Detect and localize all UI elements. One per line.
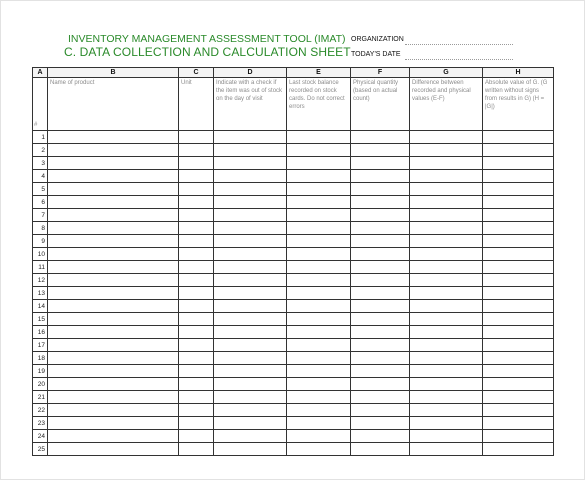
column-letter-b[interactable]: B: [48, 68, 179, 78]
row-number: 13: [33, 287, 48, 300]
column-letter-a[interactable]: A: [33, 68, 48, 78]
cell-f[interactable]: [351, 326, 410, 339]
data-collection-table: [32, 67, 554, 456]
table-row: [33, 300, 554, 313]
cell-g[interactable]: [410, 339, 483, 352]
cell-h[interactable]: [483, 430, 554, 443]
cell-h[interactable]: [483, 261, 554, 274]
cell-f[interactable]: [351, 183, 410, 196]
organization-field[interactable]: [405, 44, 513, 45]
cell-d[interactable]: [214, 443, 287, 456]
row-number: 25: [33, 443, 48, 456]
table-row: [33, 313, 554, 326]
cell-h[interactable]: [483, 300, 554, 313]
cell-e[interactable]: [287, 196, 351, 209]
cell-d[interactable]: [214, 261, 287, 274]
table-row: [33, 378, 554, 391]
row-number: 16: [33, 326, 48, 339]
cell-c[interactable]: [179, 352, 214, 365]
cell-e[interactable]: [287, 274, 351, 287]
table-row: [33, 170, 554, 183]
row-number: 18: [33, 352, 48, 365]
column-letter-e[interactable]: E: [287, 68, 351, 78]
cell-h[interactable]: [483, 404, 554, 417]
table-row: [33, 352, 554, 365]
cell-f[interactable]: [351, 430, 410, 443]
row-number: 24: [33, 430, 48, 443]
cell-b[interactable]: [48, 144, 179, 157]
sheet-title: C. DATA COLLECTION AND CALCULATION SHEET: [64, 45, 351, 59]
table-row: [33, 222, 554, 235]
cell-d[interactable]: [214, 196, 287, 209]
cell-g[interactable]: [410, 261, 483, 274]
cell-b[interactable]: [48, 222, 179, 235]
table-row: [33, 183, 554, 196]
row-number: 7: [33, 209, 48, 222]
desc-f: Physical quantity (based on actual count): [351, 78, 410, 131]
table-row: [33, 144, 554, 157]
table-row: [33, 339, 554, 352]
table-row: [33, 131, 554, 144]
desc-h: Absolute value of G. (G written without signs from results in G) (H = |G|): [483, 78, 554, 131]
cell-c[interactable]: [179, 404, 214, 417]
cell-d[interactable]: [214, 209, 287, 222]
cell-g[interactable]: [410, 443, 483, 456]
cell-h[interactable]: [483, 339, 554, 352]
row-number: 20: [33, 378, 48, 391]
cell-f[interactable]: [351, 443, 410, 456]
column-letter-f[interactable]: F: [351, 68, 410, 78]
cell-c[interactable]: [179, 222, 214, 235]
cell-b[interactable]: [48, 430, 179, 443]
cell-f[interactable]: [351, 404, 410, 417]
cell-e[interactable]: [287, 222, 351, 235]
cell-g[interactable]: [410, 391, 483, 404]
cell-f[interactable]: [351, 144, 410, 157]
row-number: 11: [33, 261, 48, 274]
organization-label: ORGANIZATION: [351, 36, 404, 43]
cell-g[interactable]: [410, 404, 483, 417]
cell-c[interactable]: [179, 378, 214, 391]
row-number: 14: [33, 300, 48, 313]
cell-d[interactable]: [214, 430, 287, 443]
cell-b[interactable]: [48, 378, 179, 391]
cell-c[interactable]: [179, 300, 214, 313]
column-letter-row: [33, 68, 554, 78]
cell-d[interactable]: [214, 313, 287, 326]
cell-b[interactable]: [48, 196, 179, 209]
table-row: [33, 209, 554, 222]
cell-b[interactable]: [48, 352, 179, 365]
cell-h[interactable]: [483, 248, 554, 261]
cell-g[interactable]: [410, 196, 483, 209]
cell-g[interactable]: [410, 131, 483, 144]
cell-d[interactable]: [214, 326, 287, 339]
cell-c[interactable]: [179, 157, 214, 170]
row-number: 2: [33, 144, 48, 157]
cell-b[interactable]: [48, 274, 179, 287]
cell-f[interactable]: [351, 274, 410, 287]
cell-g[interactable]: [410, 248, 483, 261]
row-number: 8: [33, 222, 48, 235]
row-number: 22: [33, 404, 48, 417]
table-row: [33, 326, 554, 339]
cell-c[interactable]: [179, 313, 214, 326]
cell-c[interactable]: [179, 287, 214, 300]
cell-c[interactable]: [179, 443, 214, 456]
cell-d[interactable]: [214, 300, 287, 313]
cell-c[interactable]: [179, 209, 214, 222]
row-number: 12: [33, 274, 48, 287]
cell-f[interactable]: [351, 365, 410, 378]
cell-d[interactable]: [214, 404, 287, 417]
cell-g[interactable]: [410, 183, 483, 196]
cell-b[interactable]: [48, 261, 179, 274]
cell-h[interactable]: [483, 326, 554, 339]
column-letter-c[interactable]: C: [179, 68, 214, 78]
cell-h[interactable]: [483, 144, 554, 157]
cell-b[interactable]: [48, 209, 179, 222]
cell-h[interactable]: [483, 365, 554, 378]
cell-c[interactable]: [179, 326, 214, 339]
cell-g[interactable]: [410, 365, 483, 378]
cell-e[interactable]: [287, 144, 351, 157]
cell-c[interactable]: [179, 261, 214, 274]
cell-h[interactable]: [483, 170, 554, 183]
cell-h[interactable]: [483, 274, 554, 287]
cell-b[interactable]: [48, 157, 179, 170]
cell-g[interactable]: [410, 326, 483, 339]
desc-a: #: [33, 78, 48, 131]
cell-g[interactable]: [410, 144, 483, 157]
cell-f[interactable]: [351, 417, 410, 430]
cell-e[interactable]: [287, 235, 351, 248]
row-number: 23: [33, 417, 48, 430]
cell-h[interactable]: [483, 209, 554, 222]
row-number: 4: [33, 170, 48, 183]
row-number: 15: [33, 313, 48, 326]
cell-h[interactable]: [483, 157, 554, 170]
cell-d[interactable]: [214, 157, 287, 170]
row-number: 21: [33, 391, 48, 404]
cell-c[interactable]: [179, 248, 214, 261]
column-description-row: [33, 78, 554, 131]
cell-d[interactable]: [214, 144, 287, 157]
table-row: [33, 261, 554, 274]
cell-f[interactable]: [351, 391, 410, 404]
cell-e[interactable]: [287, 261, 351, 274]
cell-c[interactable]: [179, 196, 214, 209]
cell-e[interactable]: [287, 430, 351, 443]
desc-b: [48, 78, 179, 131]
row-number: 10: [33, 248, 48, 261]
cell-e[interactable]: [287, 170, 351, 183]
table-row: [33, 365, 554, 378]
cell-e[interactable]: [287, 248, 351, 261]
cell-f[interactable]: [351, 222, 410, 235]
cell-g[interactable]: [410, 430, 483, 443]
column-letter-g[interactable]: G: [410, 68, 483, 78]
cell-e[interactable]: [287, 339, 351, 352]
cell-h[interactable]: [483, 443, 554, 456]
cell-d[interactable]: [214, 170, 287, 183]
cell-c[interactable]: [179, 131, 214, 144]
cell-g[interactable]: [410, 300, 483, 313]
cell-b[interactable]: [48, 235, 179, 248]
cell-g[interactable]: [410, 222, 483, 235]
cell-f[interactable]: [351, 248, 410, 261]
cell-c[interactable]: [179, 417, 214, 430]
row-number: 5: [33, 183, 48, 196]
cell-d[interactable]: [214, 222, 287, 235]
cell-e[interactable]: [287, 443, 351, 456]
cell-f[interactable]: [351, 339, 410, 352]
desc-e: Last stock balance recorded on stock cards. Do not correct errors: [287, 78, 351, 131]
table-row: [33, 287, 554, 300]
cell-c[interactable]: [179, 339, 214, 352]
row-number: 1: [33, 131, 48, 144]
cell-c[interactable]: [179, 144, 214, 157]
cell-f[interactable]: [351, 378, 410, 391]
cell-g[interactable]: [410, 209, 483, 222]
cell-g[interactable]: [410, 157, 483, 170]
desc-d: Indicate with a check if the item was out of stock on the day of visit: [214, 78, 287, 131]
cell-h[interactable]: [483, 287, 554, 300]
cell-b[interactable]: [48, 313, 179, 326]
cell-h[interactable]: [483, 235, 554, 248]
cell-e[interactable]: [287, 300, 351, 313]
cell-d[interactable]: [214, 131, 287, 144]
cell-h[interactable]: [483, 313, 554, 326]
cell-h[interactable]: [483, 391, 554, 404]
cell-h[interactable]: [483, 352, 554, 365]
cell-c[interactable]: [179, 391, 214, 404]
cell-b[interactable]: [48, 170, 179, 183]
table-row: [33, 157, 554, 170]
cell-e[interactable]: [287, 287, 351, 300]
table-row: [33, 235, 554, 248]
cell-d[interactable]: [214, 391, 287, 404]
cell-f[interactable]: [351, 313, 410, 326]
row-number: 19: [33, 365, 48, 378]
todays-date-field[interactable]: [405, 59, 513, 60]
cell-d[interactable]: [214, 417, 287, 430]
cell-f[interactable]: [351, 170, 410, 183]
cell-f[interactable]: [351, 196, 410, 209]
cell-b[interactable]: [48, 300, 179, 313]
cell-f[interactable]: [351, 209, 410, 222]
cell-e[interactable]: [287, 352, 351, 365]
column-letter-d[interactable]: D: [214, 68, 287, 78]
table-row: [33, 417, 554, 430]
cell-e[interactable]: [287, 183, 351, 196]
cell-b[interactable]: [48, 339, 179, 352]
cell-h[interactable]: [483, 378, 554, 391]
cell-b[interactable]: [48, 391, 179, 404]
table-row: [33, 430, 554, 443]
cell-f[interactable]: [351, 300, 410, 313]
cell-e[interactable]: [287, 131, 351, 144]
cell-b[interactable]: [48, 326, 179, 339]
cell-b[interactable]: [48, 365, 179, 378]
cell-e[interactable]: [287, 209, 351, 222]
cell-g[interactable]: [410, 378, 483, 391]
cell-d[interactable]: [214, 248, 287, 261]
cell-b[interactable]: [48, 404, 179, 417]
cell-e[interactable]: [287, 157, 351, 170]
cell-c[interactable]: [179, 170, 214, 183]
cell-d[interactable]: [214, 339, 287, 352]
cell-b[interactable]: [48, 183, 179, 196]
cell-b[interactable]: [48, 417, 179, 430]
cell-c[interactable]: [179, 430, 214, 443]
cell-d[interactable]: [214, 378, 287, 391]
cell-g[interactable]: [410, 417, 483, 430]
cell-f[interactable]: [351, 287, 410, 300]
row-number: 6: [33, 196, 48, 209]
todays-date-label: TODAY'S DATE: [351, 51, 401, 58]
cell-f[interactable]: [351, 131, 410, 144]
cell-h[interactable]: [483, 222, 554, 235]
cell-d[interactable]: [214, 183, 287, 196]
cell-c[interactable]: [179, 183, 214, 196]
cell-h[interactable]: [483, 131, 554, 144]
cell-d[interactable]: [214, 365, 287, 378]
cell-b[interactable]: [48, 287, 179, 300]
cell-h[interactable]: [483, 196, 554, 209]
cell-e[interactable]: [287, 404, 351, 417]
cell-e[interactable]: [287, 326, 351, 339]
cell-c[interactable]: [179, 365, 214, 378]
cell-f[interactable]: [351, 261, 410, 274]
cell-g[interactable]: [410, 313, 483, 326]
cell-b[interactable]: [48, 443, 179, 456]
table-row: [33, 443, 554, 456]
cell-b[interactable]: [48, 131, 179, 144]
cell-f[interactable]: [351, 235, 410, 248]
row-number: 3: [33, 157, 48, 170]
desc-c: Unit: [179, 78, 214, 131]
cell-e[interactable]: [287, 313, 351, 326]
cell-d[interactable]: [214, 287, 287, 300]
cell-d[interactable]: [214, 274, 287, 287]
cell-h[interactable]: [483, 183, 554, 196]
table-row: [33, 196, 554, 209]
cell-g[interactable]: [410, 235, 483, 248]
cell-d[interactable]: [214, 352, 287, 365]
cell-c[interactable]: [179, 235, 214, 248]
row-number: 9: [33, 235, 48, 248]
column-letter-h[interactable]: H: [483, 68, 554, 78]
desc-g: Difference between recorded and physical values (E-F): [410, 78, 483, 131]
cell-g[interactable]: [410, 287, 483, 300]
table-row: [33, 404, 554, 417]
desc-b-text: Name of product: [50, 80, 95, 86]
row-number: 17: [33, 339, 48, 352]
cell-f[interactable]: [351, 352, 410, 365]
tool-title: INVENTORY MANAGEMENT ASSESSMENT TOOL (IMAT): [68, 33, 346, 45]
cell-g[interactable]: [410, 352, 483, 365]
cell-e[interactable]: [287, 391, 351, 404]
cell-g[interactable]: [410, 274, 483, 287]
cell-h[interactable]: [483, 417, 554, 430]
cell-e[interactable]: [287, 417, 351, 430]
cell-b[interactable]: [48, 248, 179, 261]
table-row: [33, 248, 554, 261]
cell-g[interactable]: [410, 170, 483, 183]
cell-e[interactable]: [287, 378, 351, 391]
cell-f[interactable]: [351, 157, 410, 170]
cell-c[interactable]: [179, 274, 214, 287]
table-row: [33, 391, 554, 404]
table-row: [33, 274, 554, 287]
cell-d[interactable]: [214, 235, 287, 248]
cell-e[interactable]: [287, 365, 351, 378]
